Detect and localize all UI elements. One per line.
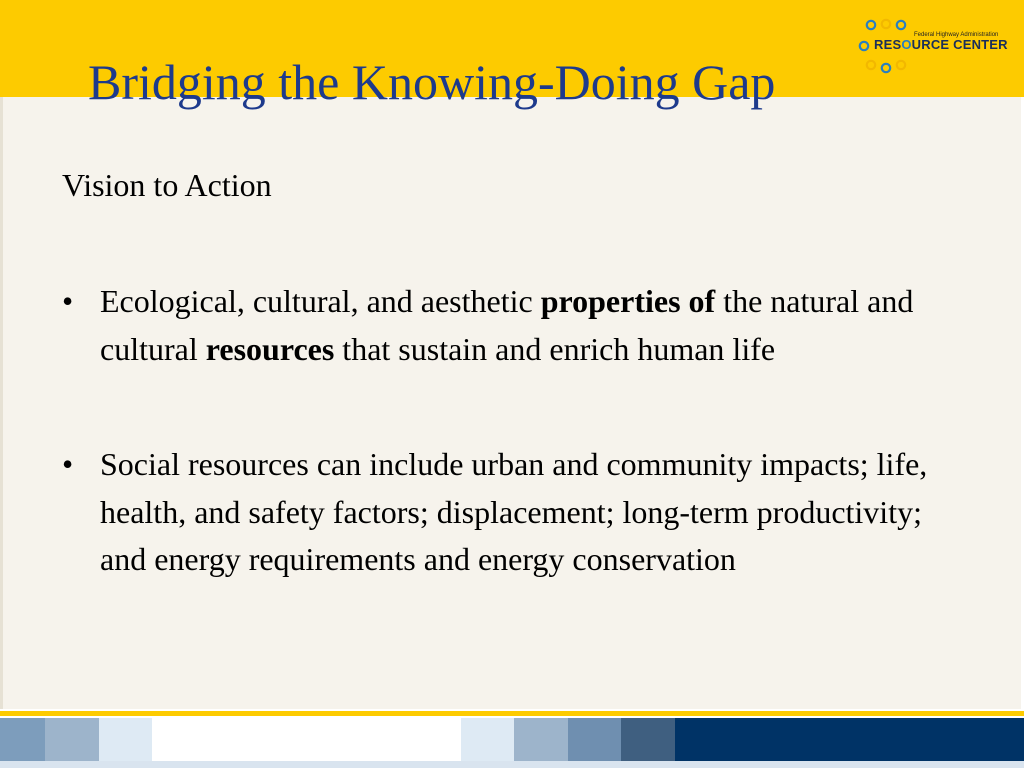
footer-block <box>568 718 621 761</box>
footer-color-bar <box>0 718 1024 761</box>
footer-block <box>514 718 568 761</box>
footer-block <box>675 718 1024 761</box>
bullet-item <box>62 441 962 584</box>
bullet-text: Social resources can include urban and community impacts; life, health, and safety factors; displacement; long-term productivity; and energy requirements and energy conservation <box>100 446 928 577</box>
bullet-item <box>62 278 962 373</box>
bullet-text: the natural and cultural <box>100 283 914 367</box>
footer-block <box>0 718 45 761</box>
footer-block <box>621 718 675 761</box>
bullet-text: that sustain and enrich human life <box>334 330 776 367</box>
logo-word-part: O <box>901 37 912 52</box>
logo-wordmark <box>874 37 1008 52</box>
logo-word-part: URCE CENTER <box>911 37 1008 52</box>
bullet-text-bold: properties of <box>540 283 716 319</box>
bullet-marker: • <box>62 446 74 482</box>
footer-block <box>152 718 461 761</box>
logo-agency-text: Federal Highway Administration <box>914 32 999 38</box>
footer-strip <box>0 761 1024 768</box>
footer-block <box>461 718 514 761</box>
logo-word-part: RES <box>874 37 902 52</box>
slide-subheading: Vision to Action <box>62 167 272 203</box>
resource-center-logo <box>856 18 1024 74</box>
footer-block <box>45 718 99 761</box>
bullet-list <box>62 278 962 584</box>
footer-block <box>99 718 152 761</box>
bullet-marker: • <box>62 283 74 319</box>
left-edge <box>0 97 3 709</box>
bullet-text: Ecological, cultural, and aesthetic <box>100 283 541 319</box>
bullet-text-bold: resources <box>205 330 335 367</box>
slide-title: Bridging the Knowing-Doing Gap <box>88 54 776 110</box>
footer-divider <box>0 711 1024 716</box>
